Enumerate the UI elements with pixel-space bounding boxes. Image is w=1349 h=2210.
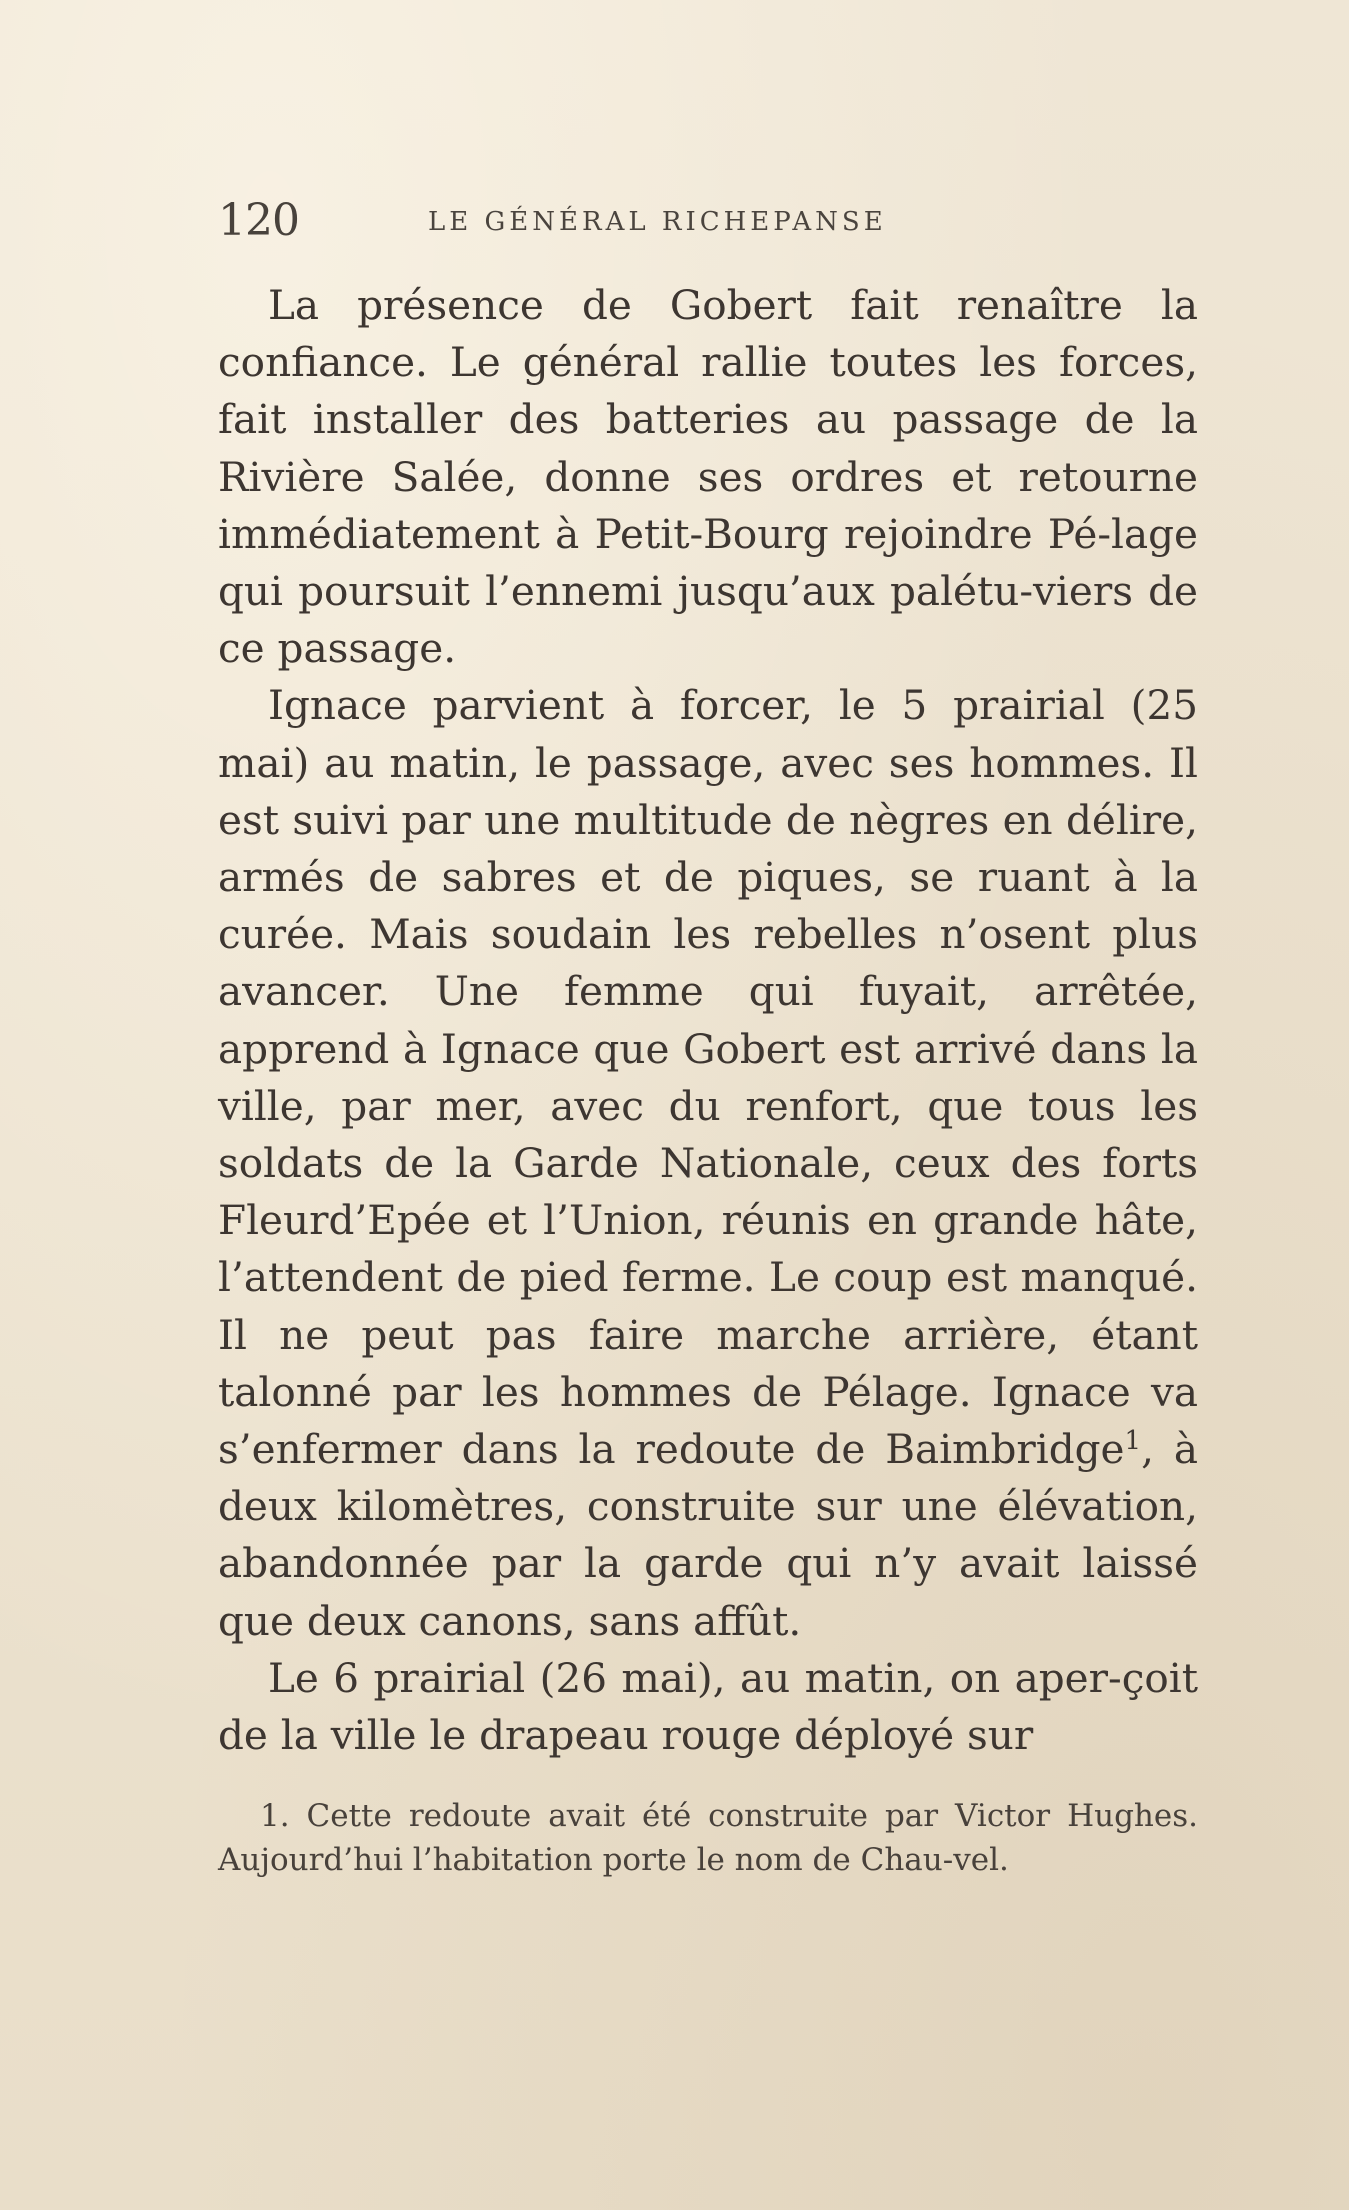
footnote: 1. Cette redoute avait été construite par Victor Hughes. Aujourd’hui l’habitation porte le nom de Chau-vel.	[218, 1798, 1198, 1879]
book-page	[218, 195, 1198, 1882]
page-header	[218, 195, 1198, 255]
paragraph	[218, 677, 1198, 1649]
footnote-reference: 1	[1124, 1426, 1142, 1457]
paragraph-text: , à deux kilomètres, construite sur une élévation, abandonnée par la garde qui n’y avait laissé que deux canons, sans affût.	[218, 1425, 1198, 1645]
paragraph: Le 6 prairial (26 mai), au matin, on aper-çoit de la ville le drapeau rouge déployé sur	[218, 1653, 1198, 1760]
page-number: 120	[218, 195, 299, 246]
running-head: LE GÉNÉRAL RICHEPANSE	[428, 207, 887, 237]
footnotes	[218, 1794, 1198, 1882]
paragraph-text: Ignace parvient à forcer, le 5 prairial (25 mai) au matin, le passage, avec ses hommes. Il est suivi par une multitude de nègres en délire, armés de sabres et de piques, se ruant à la curée. Mais soudain les rebelles n’osent plus avancer. Une femme qui fuyait, arrêtée, apprend à Ignace que Gobert est arrivé dans la ville, par mer, avec du renfort, que tous les soldats de la Garde Nationale, ceux des forts Fleurd’Epée et l’Union, réunis en grande hâte, l’attendent de pied ferme. Le coup est manqué. Il ne peut pas faire marche arrière, étant talonné par les hommes de Pélage. Ignace va s’enfermer dans la redoute de Baimbridge	[218, 681, 1198, 1474]
paragraph: La présence de Gobert fait renaître la confiance. Le général rallie toutes les forces, fait installer des batteries au passage de la Rivière Salée, donne ses ordres et retourne immédiatement à Petit-Bourg rejoindre Pé-lage qui poursuit l’ennemi jusqu’aux palétu-viers de ce passage.	[218, 281, 1198, 673]
body-text	[218, 277, 1198, 1764]
